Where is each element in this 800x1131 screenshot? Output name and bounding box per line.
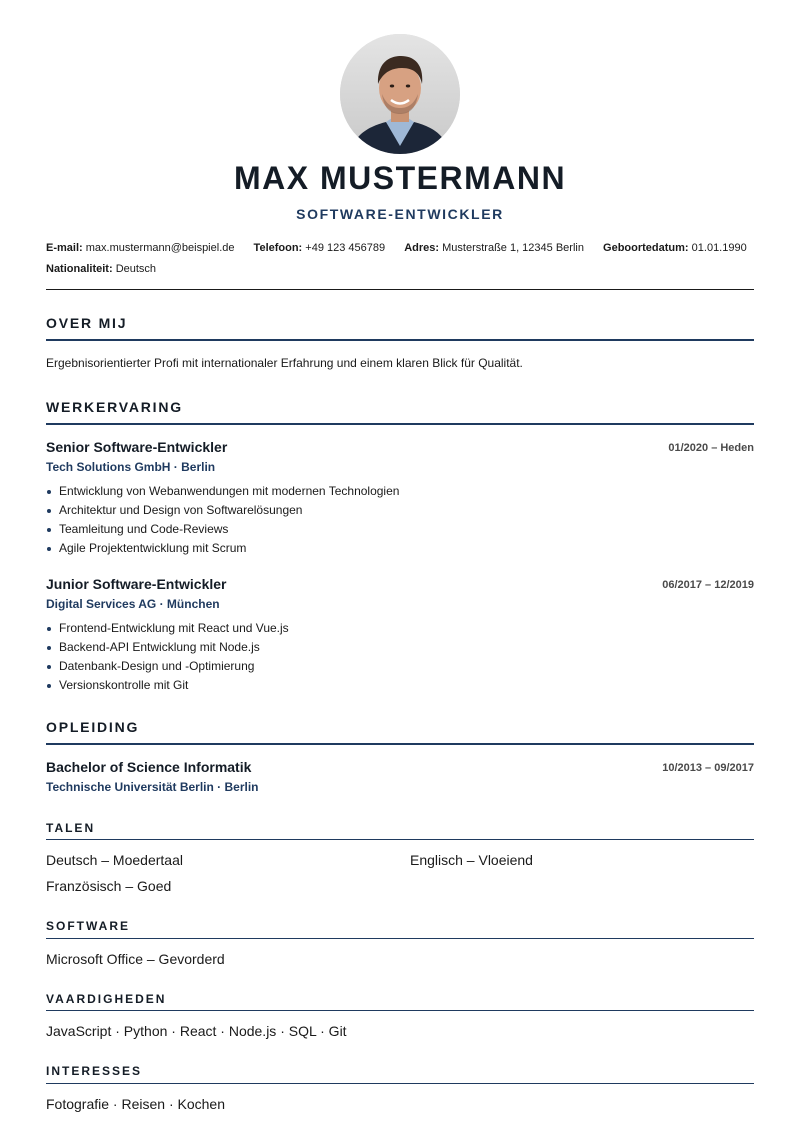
contact-birthdate (603, 242, 747, 254)
job-responsibilities (46, 482, 399, 558)
section-divider-interests (46, 1083, 754, 1084)
education-dates: 10/2013 – 09/2017 (662, 762, 754, 774)
contact-address-value: Musterstraße 1, 12345 Berlin (442, 242, 584, 254)
list-item: Frontend-Entwicklung mit React und Vue.js (46, 619, 289, 638)
job-title-headline: SOFTWARE-ENTWICKLER (296, 206, 504, 222)
section-heading-about: OVER MIJ (46, 315, 128, 331)
job-company: Digital Services AG · München (46, 597, 220, 611)
skills-text: JavaScript · Python · React · Node.js · SQL · Git (46, 1023, 347, 1039)
list-item: Teamleitung und Code-Reviews (46, 520, 399, 539)
education-degree: Bachelor of Science Informatik (46, 759, 252, 775)
software-text: Microsoft Office – Gevorderd (46, 951, 225, 967)
section-divider-skills (46, 1010, 754, 1011)
contact-nationality-value: Deutsch (115, 263, 157, 275)
section-heading-education: OPLEIDING (46, 719, 140, 735)
list-item: Datenbank-Design und -Optimierung (46, 657, 289, 676)
full-name: MAX MUSTERMANN (233, 160, 567, 196)
contact-email (46, 242, 234, 254)
section-divider-about (46, 339, 754, 341)
profile-photo (340, 34, 460, 154)
list-item: Architektur und Design von Softwarelösungen (46, 501, 399, 520)
section-heading-interests: INTERESSES (46, 1064, 143, 1078)
job-title: Junior Software-Entwickler (46, 576, 227, 592)
job-dates: 06/2017 – 12/2019 (662, 579, 754, 591)
header-divider (46, 289, 754, 290)
contact-birthdate-label: Geboortedatum: (603, 242, 689, 254)
education-school: Technische Universität Berlin · Berlin (46, 780, 259, 794)
contact-phone (254, 242, 386, 254)
job-title: Senior Software-Entwickler (46, 439, 228, 455)
about-text: Ergebnisorientierter Profi mit internationaler Erfahrung und einem klaren Blick für Qualität. (46, 356, 523, 370)
contact-email-label: E-mail: (46, 242, 83, 254)
list-item: Backend-API Entwicklung mit Node.js (46, 638, 289, 657)
contact-address-label: Adres: (404, 242, 440, 254)
language-item: Englisch – Vloeiend (410, 852, 533, 868)
section-heading-languages: TALEN (46, 821, 96, 835)
list-item: Agile Projektentwicklung mit Scrum (46, 539, 399, 558)
language-item: Deutsch – Moedertaal (46, 852, 183, 868)
section-divider-experience (46, 423, 754, 425)
section-divider-software (46, 938, 754, 939)
contact-nationality-label: Nationaliteit: (46, 263, 113, 275)
job-responsibilities (46, 619, 289, 695)
contact-email-value: max.mustermann@beispiel.de (85, 242, 235, 254)
section-heading-skills: VAARDIGHEDEN (46, 992, 167, 1006)
contact-phone-value: +49 123 456789 (305, 242, 386, 254)
language-item: Französisch – Goed (46, 878, 172, 894)
contact-address (404, 242, 584, 254)
section-divider-languages (46, 839, 754, 840)
list-item: Entwicklung von Webanwendungen mit modernen Technologien (46, 482, 399, 501)
interests-text: Fotografie · Reisen · Kochen (46, 1096, 225, 1112)
list-item: Versionskontrolle mit Git (46, 676, 289, 695)
section-heading-software: SOFTWARE (46, 919, 130, 933)
job-dates: 01/2020 – Heden (668, 442, 754, 454)
contact-info (46, 238, 754, 280)
contact-phone-label: Telefoon: (253, 242, 303, 254)
job-company: Tech Solutions GmbH · Berlin (46, 460, 216, 474)
section-heading-experience: WERKERVARING (46, 399, 183, 415)
contact-nationality (46, 263, 156, 275)
contact-birthdate-value: 01.01.1990 (691, 242, 747, 254)
profile-photo-image (340, 34, 460, 154)
section-divider-education (46, 743, 754, 745)
